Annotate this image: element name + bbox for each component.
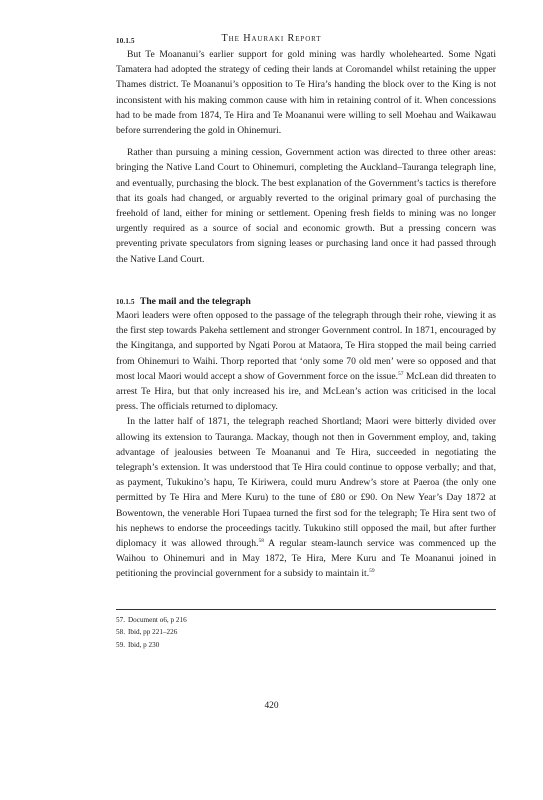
paragraph: Rather than pursuing a mining cession, Government action was directed to three other areas: bringing the Native Land Court to Ohinemuri, completing the Auckland–Tauranga telegraph line, and eventually, purchasing the block. The best explanation of the Government’s tactics is therefore that its goals had changed, or arguably reverted to the original primary goal of purchasing the freehold of land, either for mining or settlement. Opening fresh fields to mining was no longer urgently required as a source of social and economic growth. But a pressing concern was preventing private speculators from signing leases or purchasing land once it had passed through the Native Land Court. xyxy=(116,147,496,265)
footnote xyxy=(116,639,187,651)
paragraph xyxy=(116,414,496,581)
paragraph xyxy=(116,308,496,414)
footnote-text: Ibid, pp 221–226 xyxy=(127,628,178,637)
footnotes xyxy=(116,614,187,651)
page-number: 420 xyxy=(264,701,279,711)
paragraph-text: A regular steam-launch service was commenced up the Waihou to Ohinemuri and in May 1872, Te Hira, Mere Kuru and Te Moananui joined in petitioning the provincial government for a subsidy to maintain it. xyxy=(116,538,496,580)
footnote xyxy=(116,626,187,638)
footnote-ref: 59 xyxy=(369,568,375,575)
footnote-number: 58. xyxy=(116,628,125,637)
paragraph-text: In the latter half of 1871, the telegraph reached Shortland; Maori were bitterly divided over allowing its extension to Tauranga. Mackay, though not then in Government employ, and, taking advantage of jealousies between Te Moananui and Te Hira, succeeded in negotiating the telegraph’s extension. It was understood that Te Hira could continue to oppose verbally; and that, as payment, Tukukino’s hapu, Te Kiriwera, could muru Andrew’s store at Paeroa (the only one permitted by Te Hira and Mere Kuru) to the tune of £80 or £90. On New Year’s Day 1872 at Bowentown, the venerable Hori Tupaea turned the first sod for the telegraph; Te Hira sent two of his nephews to endorse the proceedings tacitly. Tukukino still opposed the mail, but after further diplomacy it was allowed through. xyxy=(116,416,496,550)
footnote-number: 57. xyxy=(116,616,125,624)
section-heading xyxy=(116,296,251,307)
body-text-top xyxy=(116,47,496,267)
footnote-text: Ibid, p 230 xyxy=(127,640,160,649)
footnote-number: 59. xyxy=(116,640,125,649)
paragraph-text: McLean did threaten to arrest Te Hira, but that only increased his ire, and McLean’s action was criticised in the local press. The officials returned to diplomacy. xyxy=(116,370,496,413)
running-header-section-ref: 10.1.5 xyxy=(116,37,135,45)
footnote-ref: 58 xyxy=(258,537,264,544)
running-header-title: The Hauraki Report xyxy=(221,33,322,44)
footnote-rule xyxy=(116,609,496,610)
section-number: 10.1.5 xyxy=(116,298,135,306)
footnote xyxy=(116,614,187,626)
paragraph-text: Maori leaders were often opposed to the passage of the telegraph through their rohe, viewing it as the first step towards Pakeha settlement and stronger Government control. In 1871, encouraged by the Kingitanga, and supported by Ngati Porou at Mataora, Te Hira stopped the mail being carried from Ohinemuri to Waihi. Thorp reported that ‘only some 70 old men’ were so opposed and that most local Maori would accept a show of Government force on the issue. xyxy=(116,310,496,382)
section-title: The mail and the telegraph xyxy=(139,296,251,307)
paragraph: But Te Moananui’s earlier support for gold mining was hardly wholehearted. Some Ngati Tamatera had adopted the strategy of ceding their lands at Coromandel whilst retaining the upper Thames district. Te Moananui’s opposition to Te Hira’s handing the block over to the King is not inconsistent with his making common cause with him in retaining control of it. When concessions had to be made from 1874, Te Hira and Te Moananui were willing to sell Moehau and Waikawau before surrendering the gold in Ohinemuri. xyxy=(116,49,496,137)
body-text-section xyxy=(116,308,496,582)
footnote-ref: 57 xyxy=(398,370,404,377)
footnote-text: Document o6, p 216 xyxy=(127,616,187,624)
